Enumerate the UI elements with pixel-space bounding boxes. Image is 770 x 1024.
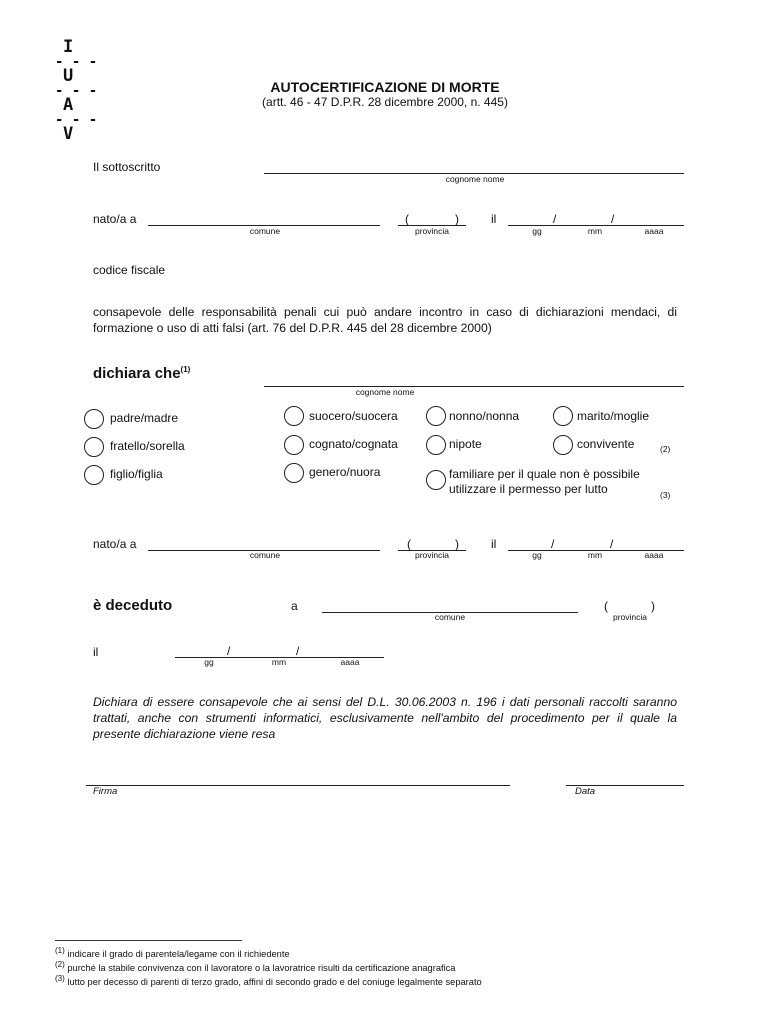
footnote-3 [55,974,482,987]
defunto-date-slash: / [610,537,614,551]
label-nipote: nipote [449,437,482,451]
label-convivente: convivente [577,437,635,451]
label-nonno-nonna: nonno/nonna [449,409,520,423]
nato-il-label: il [491,212,497,226]
radio-genero-nuora[interactable] [284,463,304,483]
deceduto-il-label: il [93,645,99,659]
footnote-divider [55,940,242,941]
radio-padre-madre[interactable] [84,409,104,429]
nato-provincia-close: ) [455,212,459,226]
firma-line[interactable] [86,785,510,786]
label-genero-nuora: genero/nuora [309,465,381,479]
logo-separator: - - - [55,54,98,70]
convivente-note: (2) [660,444,671,454]
logo-letter-v: V [63,124,74,144]
nato-mm-caption: mm [587,226,603,236]
logo-letter-a: A [63,95,74,115]
deceduto-comune-caption: comune [434,612,466,622]
nato-label: nato/a a [93,212,137,226]
logo-letter-u: U [63,66,74,86]
defunto-provincia-close: ) [455,537,459,551]
label-suocero-suocera: suocero/suocera [309,409,398,423]
nato-gg-caption: gg [532,226,542,236]
defunto-comune-caption: comune [249,550,281,560]
deceduto-provincia-caption: provincia [612,612,648,622]
footnote-3-text: lutto per decesso di parenti di terzo grado, affini di secondo grado e del coniuge legalmente separato [67,977,482,988]
defunto-gg-caption: gg [532,550,542,560]
sottoscritto-caption: cognome nome [445,174,505,184]
codice-fiscale-label: codice fiscale [93,263,166,277]
defunto-il-label: il [491,537,497,551]
data-label: Data [575,786,596,797]
nato-date-slash: / [611,212,615,226]
radio-nipote[interactable] [426,435,446,455]
deceduto-date-slash: / [296,644,300,658]
privacy-paragraph: Dichiara di essere consapevole che ai sensi del D.L. 30.06.2003 n. 196 i dati personali raccolti saranno trattati, anche con strumenti informatici, esclusivamente nell'ambito del procedimento per il quale la presente dichiarazione viene resa [93,695,677,741]
radio-suocero-suocera[interactable] [284,406,304,426]
deceduto-provincia-open: ( [604,599,608,613]
footnote-1-text: indicare il grado di parentela/legame con il richiedente [67,949,290,960]
nato-comune-caption: comune [249,226,281,236]
nato-aaaa-caption: aaaa [644,226,664,236]
deceduto-provincia-close: ) [651,599,655,613]
dichiara-label: dichiara che [93,365,181,382]
radio-fratello-sorella[interactable] [84,437,104,457]
radio-familiare[interactable] [426,470,446,490]
consapevole-paragraph: consapevole delle responsabilità penali cui può andare incontro in caso di dichiarazioni mendaci, di formazione o uso di atti falsi (art. 76 del D.P.R. 445 del 28 dicembre 2000) [93,305,677,335]
label-figlio-figlia: figlio/figlia [110,467,163,481]
defunto-provincia-caption: provincia [414,550,450,560]
defunto-mm-caption: mm [587,550,603,560]
logo-separator: - - - [55,112,98,128]
defunto-nato-label: nato/a a [93,537,137,551]
radio-convivente[interactable] [553,435,573,455]
sottoscritto-label: Il sottoscritto [93,160,161,174]
firma-label: Firma [93,786,118,797]
nato-date-slash: / [553,212,557,226]
label-familiare-line2: utilizzare il permesso per lutto [449,482,608,496]
deceduto-mm-caption: mm [271,657,287,667]
label-cognato-cognata: cognato/cognata [309,437,398,451]
nato-provincia-caption: provincia [414,226,450,236]
nato-provincia-open: ( [405,212,409,226]
dichiara-heading [93,365,190,382]
footnote-3-mark: (3) [55,974,65,983]
radio-marito-moglie[interactable] [553,406,573,426]
deceduto-gg-caption: gg [204,657,214,667]
dichiara-note: (1) [180,365,191,374]
defunto-aaaa-caption: aaaa [644,550,664,560]
footnote-1 [55,946,290,959]
deceduto-aaaa-caption: aaaa [340,657,360,667]
deceduto-heading: è deceduto [93,597,173,614]
dichiara-caption: cognome nome [355,387,415,397]
footnote-1-mark: (1) [55,946,65,955]
logo-letter-i: I [63,37,74,57]
radio-figlio-figlia[interactable] [84,465,104,485]
footnote-2 [55,960,455,973]
defunto-date-slash: / [551,537,555,551]
logo-separator: - - - [55,83,98,99]
defunto-provincia-open: ( [407,537,411,551]
dichiara-line[interactable] [264,386,684,387]
footnote-2-mark: (2) [55,960,65,969]
radio-nonno-nonna[interactable] [426,406,446,426]
radio-cognato-cognata[interactable] [284,435,304,455]
deceduto-a-label: a [291,599,298,613]
label-marito-moglie: marito/moglie [577,409,650,423]
footnote-2-text: purché la stabile convivenza con il lavoratore o la lavoratrice risulti da certificazione anagrafica [67,963,456,974]
label-padre-madre: padre/madre [110,411,179,425]
label-familiare-line1: familiare per il quale non è possibile [449,467,640,481]
deceduto-date-slash: / [227,644,231,658]
familiare-note: (3) [660,490,671,500]
label-fratello-sorella: fratello/sorella [110,439,185,453]
page-subtitle: (artt. 46 - 47 D.P.R. 28 dicembre 2000, n. 445) [262,95,508,109]
page-title: AUTOCERTIFICAZIONE DI MORTE [270,79,500,95]
